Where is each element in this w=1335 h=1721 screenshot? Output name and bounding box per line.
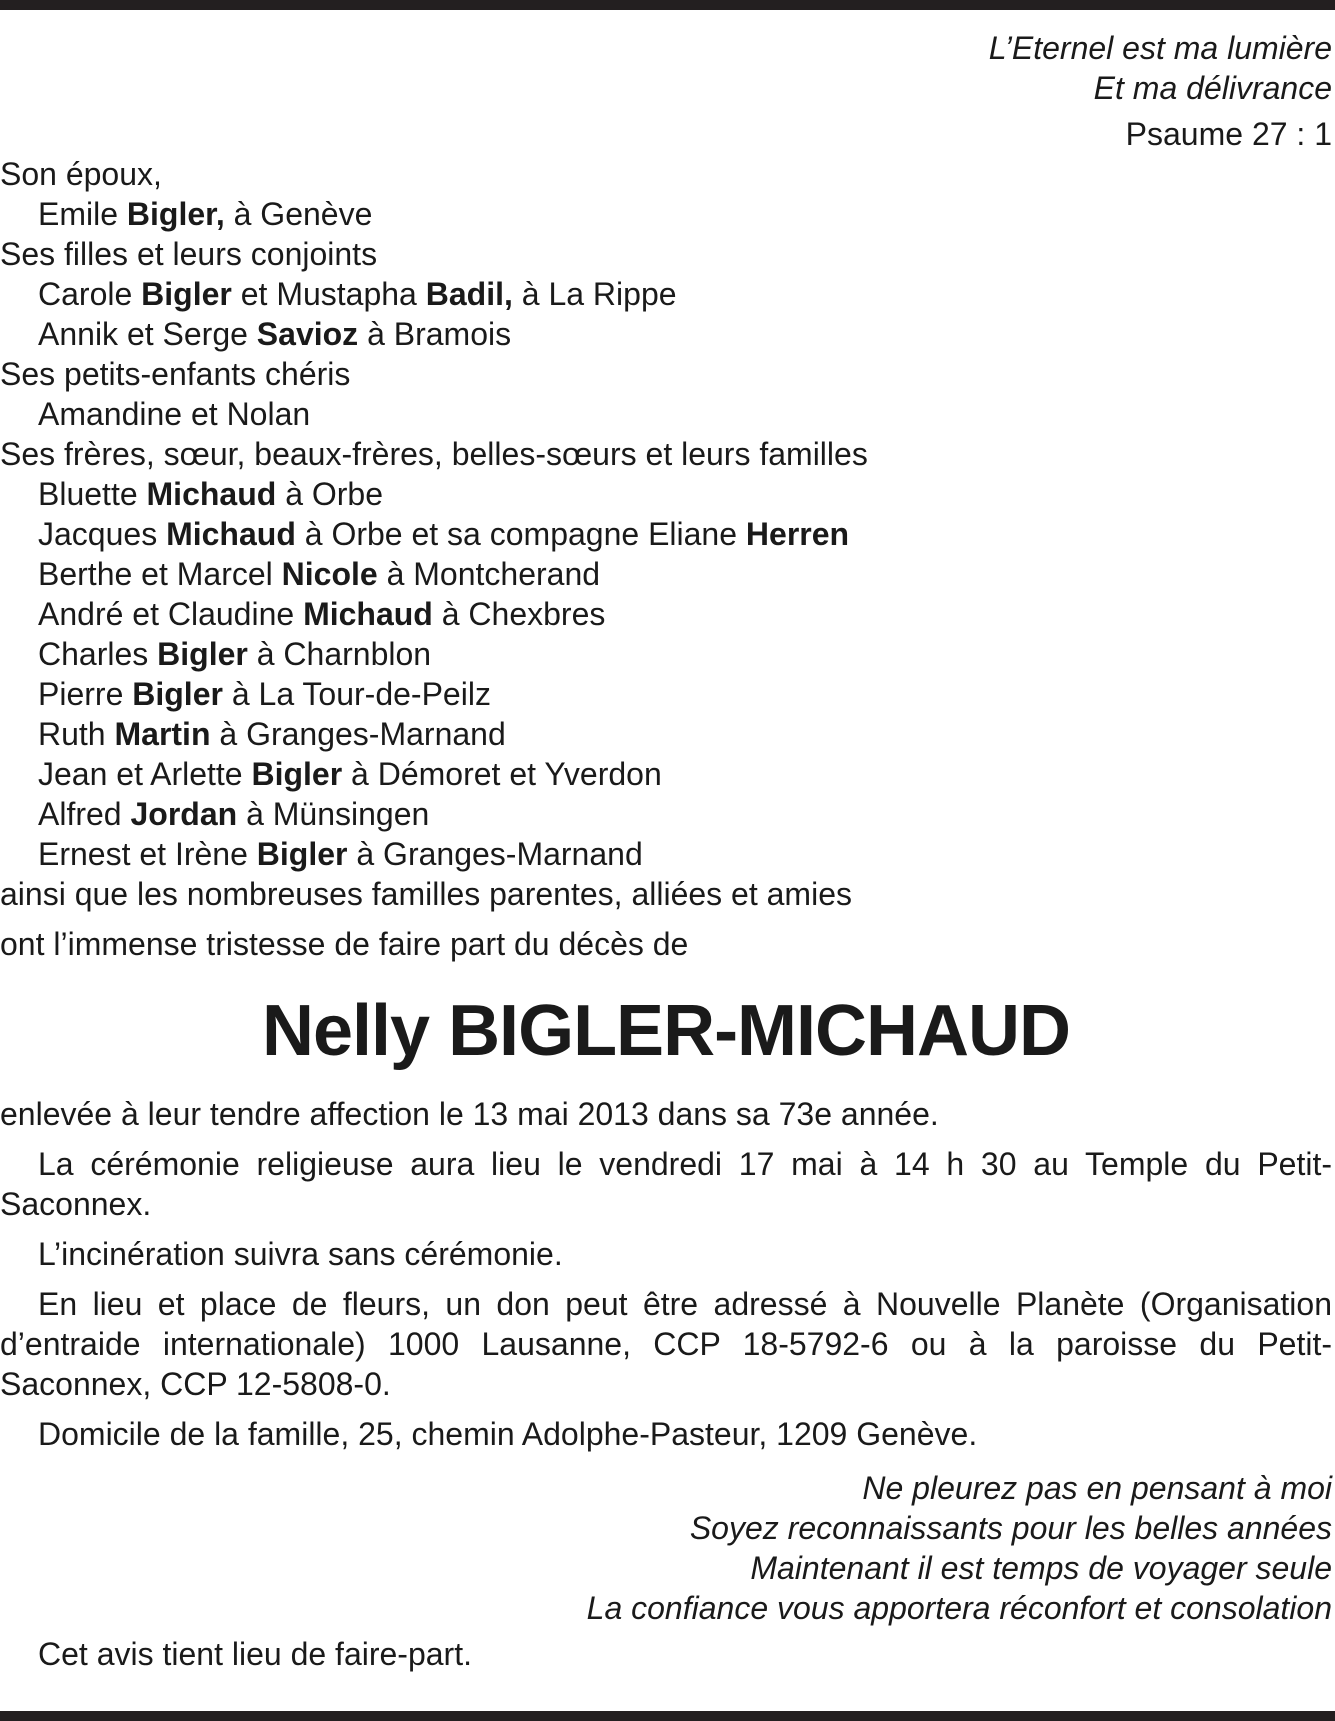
family-group-heading: Ses petits-enfants chéris — [0, 356, 351, 392]
death-line: enlevée à leur tendre affection le 13 mai 2013 dans sa 73e année. — [0, 1096, 939, 1132]
closing-poem — [0, 1468, 1332, 1628]
closing-poem-line: Maintenant il est temps de voyager seule — [750, 1550, 1332, 1586]
entry-text: à Orbe et sa compagne Eliane — [295, 516, 746, 552]
family-member-entry — [0, 474, 1332, 514]
surname: Bigler — [251, 756, 343, 792]
family-member-entry — [0, 794, 1332, 834]
family-member-entry — [0, 554, 1332, 594]
family-group-heading: Ses filles et leurs conjoints — [0, 236, 378, 272]
entry-text: Jean et Arlette — [38, 756, 252, 792]
surname: Michaud — [303, 596, 433, 632]
surname: Badil, — [425, 276, 513, 312]
family-member-entry — [0, 674, 1332, 714]
surname: Bigler — [132, 676, 223, 712]
surname: Martin — [114, 716, 211, 752]
entry-text: à Bramois — [358, 316, 512, 352]
entry-text: André et Claudine — [38, 596, 304, 632]
announcement-text: ont l’immense tristesse de faire part du décès de — [0, 926, 689, 962]
surname: Jordan — [130, 796, 238, 832]
surname: Savioz — [256, 316, 359, 352]
entry-text: Pierre — [38, 676, 133, 712]
entry-text: à Münsingen — [237, 796, 430, 832]
top-rule — [0, 0, 1335, 10]
entry-text: à Démoret et Yverdon — [342, 756, 662, 792]
bottom-rule — [0, 1711, 1335, 1721]
surname: Michaud — [146, 476, 277, 512]
family-group-heading: Ses frères, sœur, beaux-frères, belles-sœurs et leurs familles — [0, 436, 868, 472]
entry-text: à Genève — [224, 196, 373, 232]
domicile-paragraph: Domicile de la famille, 25, chemin Adolphe-Pasteur, 1209 Genève. — [38, 1416, 978, 1452]
entry-text: Alfred — [38, 796, 131, 832]
entry-text: Carole — [38, 276, 142, 312]
psalm-reference: Psaume 27 : 1 — [1125, 116, 1332, 152]
entry-text: et Mustapha — [231, 276, 426, 312]
family-member-entry — [0, 834, 1332, 874]
family-member-entry — [0, 634, 1332, 674]
entry-text: Ernest et Irène — [38, 836, 257, 872]
surname: Bigler — [141, 276, 232, 312]
epigraph-line-1: L’Eternel est ma lumière — [988, 30, 1332, 66]
entry-text: Annik et Serge — [38, 316, 257, 352]
surname: Bigler, — [126, 196, 225, 232]
family-list — [0, 154, 1332, 914]
family-member-entry — [0, 514, 1332, 554]
family-group-heading: ainsi que les nombreuses familles parentes, alliées et amies — [0, 876, 852, 912]
entry-text: à Granges-Marnand — [210, 716, 506, 752]
entry-text: Berthe et Marcel — [38, 556, 282, 592]
entry-text: à Orbe — [276, 476, 384, 512]
family-member-entry — [0, 394, 1332, 434]
surname: Michaud — [166, 516, 296, 552]
entry-text: à La Tour-de-Peilz — [222, 676, 491, 712]
obituary-notice — [0, 28, 1332, 1674]
ceremony-paragraph: La cérémonie religieuse aura lieu le vendredi 17 mai à 14 h 30 au Temple du Petit-Saconnex. — [0, 1146, 1332, 1222]
surname: Bigler — [157, 636, 248, 672]
entry-text: Emile — [38, 196, 127, 232]
entry-text: Jacques — [38, 516, 167, 552]
family-member-entry — [0, 594, 1332, 634]
entry-text: Bluette — [38, 476, 147, 512]
surname: Nicole — [281, 556, 378, 592]
closing-poem-line: Soyez reconnaissants pour les belles années — [689, 1510, 1332, 1546]
deceased-name: Nelly BIGLER-MICHAUD — [261, 991, 1071, 1071]
entry-text: à Montcherand — [377, 556, 601, 592]
family-group-heading: Son époux, — [0, 156, 162, 192]
closing-poem-line: La confiance vous apportera réconfort et consolation — [586, 1590, 1332, 1626]
incineration-paragraph: L’incinération suivra sans cérémonie. — [38, 1236, 563, 1272]
family-member-entry — [0, 274, 1332, 314]
entry-text: Ruth — [38, 716, 115, 752]
entry-text: Amandine et Nolan — [38, 396, 311, 432]
family-member-entry — [0, 194, 1332, 234]
family-member-entry — [0, 714, 1332, 754]
final-note: Cet avis tient lieu de faire-part. — [38, 1636, 472, 1672]
family-member-entry — [0, 754, 1332, 794]
entry-text: à Granges-Marnand — [347, 836, 643, 872]
donation-paragraph: En lieu et place de fleurs, un don peut être adressé à Nouvelle Planète (Organisation d’entraide internationale) 1000 Lausanne, CCP 18-5792-6 ou à la paroisse du Petit-Saconnex, CCP 12-5808-0. — [0, 1286, 1332, 1402]
entry-text: à La Rippe — [512, 276, 677, 312]
family-member-entry — [0, 314, 1332, 354]
surname: Bigler — [256, 836, 348, 872]
epigraph-line-2: Et ma délivrance — [1093, 70, 1332, 106]
closing-poem-line: Ne pleurez pas en pensant à moi — [862, 1470, 1332, 1506]
entry-text: à Chexbres — [432, 596, 606, 632]
surname: Herren — [745, 516, 850, 552]
entry-text: à Charnblon — [247, 636, 432, 672]
entry-text: Charles — [38, 636, 158, 672]
